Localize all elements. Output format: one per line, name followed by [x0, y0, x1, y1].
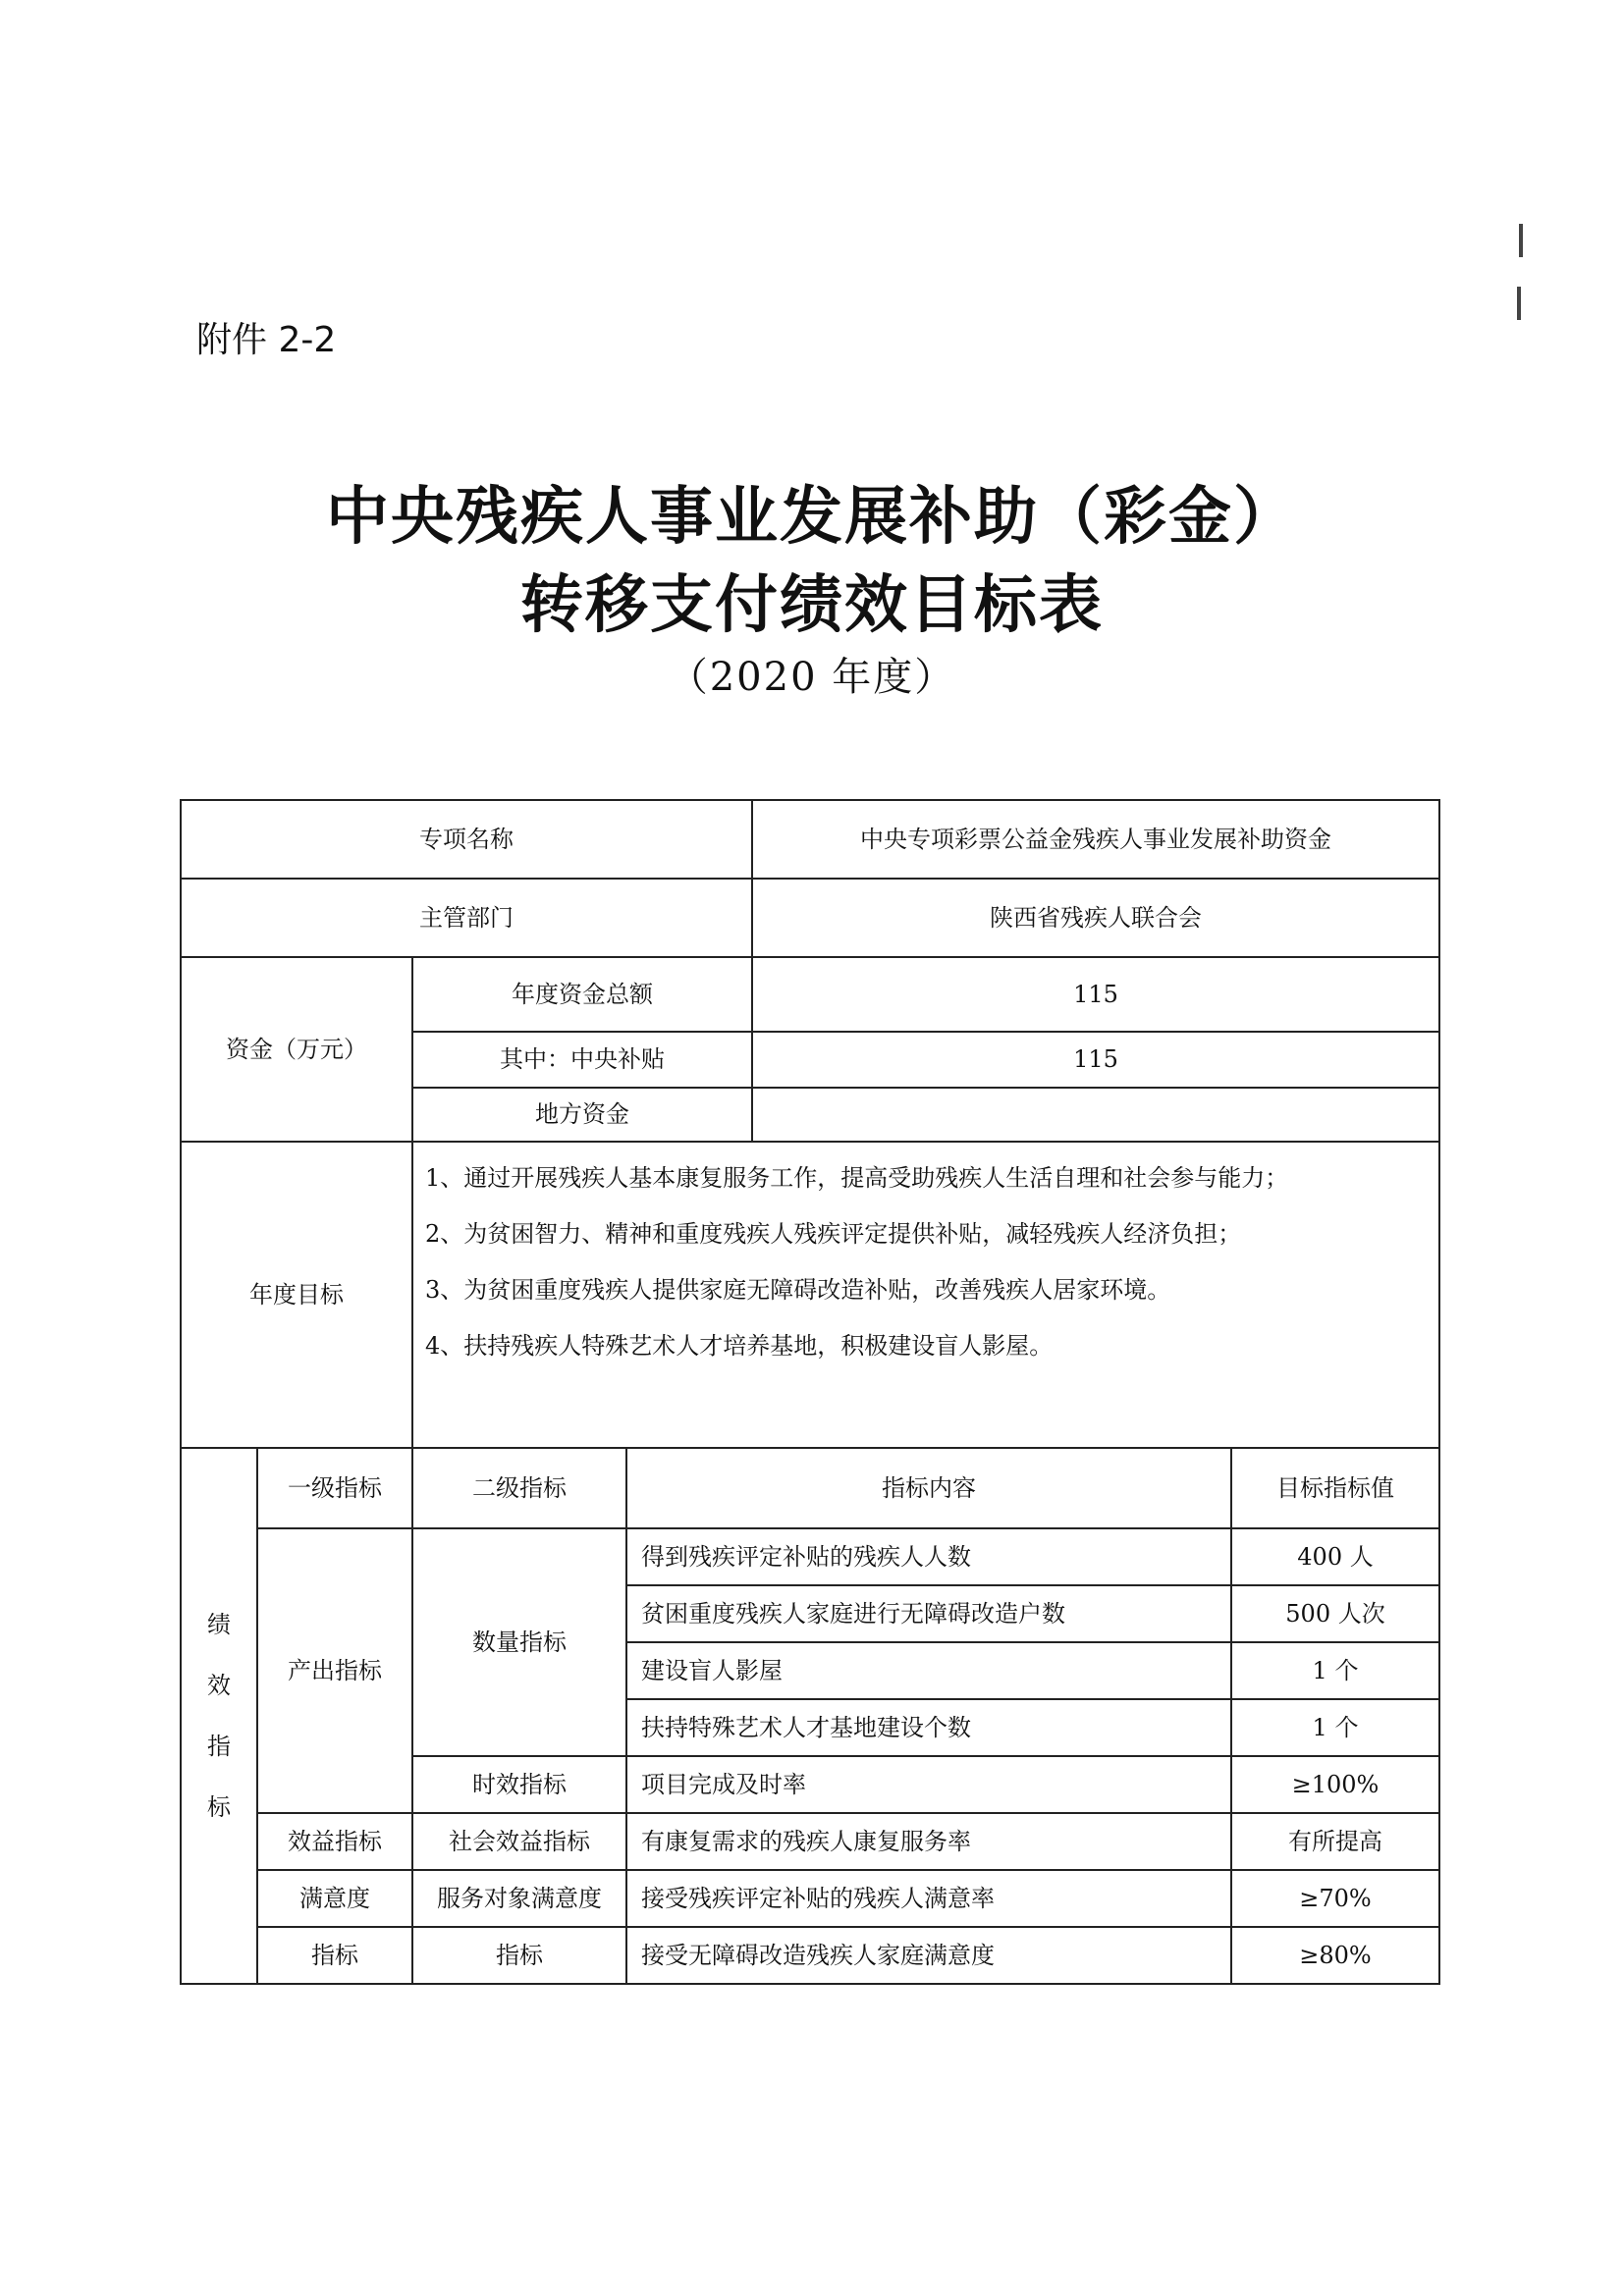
benefit-label: 效益指标 — [257, 1813, 412, 1870]
annual-goal-content — [412, 1142, 1439, 1448]
project-value: 中央专项彩票公益金残疾人事业发展补助资金 — [752, 800, 1439, 879]
quantity-content-3: 建设盲人影屋 — [626, 1642, 1231, 1699]
funds-label: 资金（万元） — [181, 957, 412, 1142]
header-level2: 二级指标 — [412, 1448, 626, 1528]
social-benefit-content: 有康复需求的残疾人康复服务率 — [626, 1813, 1231, 1870]
benefit-row — [181, 1813, 1439, 1870]
quantity-value-1: 400 人 — [1231, 1528, 1439, 1585]
annual-goal-label: 年度目标 — [181, 1142, 412, 1448]
attachment-label: 附件 2-2 — [196, 320, 337, 360]
indicator-header-row — [181, 1448, 1439, 1528]
title-year: （2020 年度） — [668, 655, 956, 700]
timeliness-value: ≥100% — [1231, 1756, 1439, 1813]
quantity-value-4: 1 个 — [1231, 1699, 1439, 1756]
output-label: 产出指标 — [257, 1528, 412, 1813]
quantity-value-2: 500 人次 — [1231, 1585, 1439, 1642]
service-satisfaction-label-bottom: 指标 — [412, 1927, 626, 1984]
header-target: 目标指标值 — [1231, 1448, 1439, 1528]
satisfaction-row-2 — [181, 1927, 1439, 1984]
header-content: 指标内容 — [626, 1448, 1231, 1528]
satisfaction-label-bottom: 指标 — [257, 1927, 412, 1984]
header-level1: 一级指标 — [257, 1448, 412, 1528]
goal-item-4: 4、扶持残疾人特殊艺术人才培养基地，积极建设盲人影屋。 — [425, 1332, 1054, 1360]
funds-local-value — [752, 1088, 1439, 1142]
satisfaction-label-top: 满意度 — [257, 1870, 412, 1927]
timeliness-content: 项目完成及时率 — [626, 1756, 1231, 1813]
indicators-label — [181, 1448, 257, 1984]
satisfaction-content-1: 接受残疾评定补贴的残疾人满意率 — [626, 1870, 1231, 1927]
department-label: 主管部门 — [181, 879, 752, 957]
funds-total-value: 115 — [752, 957, 1439, 1032]
project-label: 专项名称 — [181, 800, 752, 879]
quantity-content-1: 得到残疾评定补贴的残疾人人数 — [626, 1528, 1231, 1585]
social-benefit-value: 有所提高 — [1231, 1813, 1439, 1870]
social-benefit-label: 社会效益指标 — [412, 1813, 626, 1870]
quantity-label: 数量指标 — [412, 1528, 626, 1756]
satisfaction-value-2: ≥80% — [1231, 1927, 1439, 1984]
quantity-content-2: 贫困重度残疾人家庭进行无障碍改造户数 — [626, 1585, 1231, 1642]
funds-local-label: 地方资金 — [412, 1088, 752, 1142]
funds-total-label: 年度资金总额 — [412, 957, 752, 1032]
project-row — [181, 800, 1439, 879]
satisfaction-row-1 — [181, 1870, 1439, 1927]
department-row — [181, 879, 1439, 957]
scan-mark-top — [1519, 224, 1523, 257]
funds-central-value: 115 — [752, 1032, 1439, 1088]
satisfaction-content-2: 接受无障碍改造残疾人家庭满意度 — [626, 1927, 1231, 1984]
goal-item-2: 2、为贫困智力、精神和重度残疾人残疾评定提供补贴，减轻残疾人经济负担； — [425, 1220, 1242, 1248]
satisfaction-value-1: ≥70% — [1231, 1870, 1439, 1927]
annual-goal-row — [181, 1142, 1439, 1448]
scan-mark-bottom — [1517, 287, 1521, 320]
title-line-2: 转移支付绩效目标表 — [520, 569, 1104, 642]
title-line-1: 中央残疾人事业发展补助（彩金） — [326, 481, 1298, 554]
quantity-content-4: 扶持特殊艺术人才基地建设个数 — [626, 1699, 1231, 1756]
funds-central-label: 其中：中央补贴 — [412, 1032, 752, 1088]
timeliness-label: 时效指标 — [412, 1756, 626, 1813]
indicators-label-text: 绩 效 指 标 — [207, 1611, 231, 1821]
performance-target-table — [180, 799, 1440, 1985]
goal-item-1: 1、通过开展残疾人基本康复服务工作，提高受助残疾人生活自理和社会参与能力； — [425, 1164, 1289, 1192]
goal-item-3: 3、为贫困重度残疾人提供家庭无障碍改造补贴，改善残疾人居家环境。 — [425, 1276, 1171, 1304]
quantity-value-3: 1 个 — [1231, 1642, 1439, 1699]
department-value: 陕西省残疾人联合会 — [752, 879, 1439, 957]
service-satisfaction-label-top: 服务对象满意度 — [412, 1870, 626, 1927]
funds-total-row — [181, 957, 1439, 1032]
quantity-row-1 — [181, 1528, 1439, 1585]
